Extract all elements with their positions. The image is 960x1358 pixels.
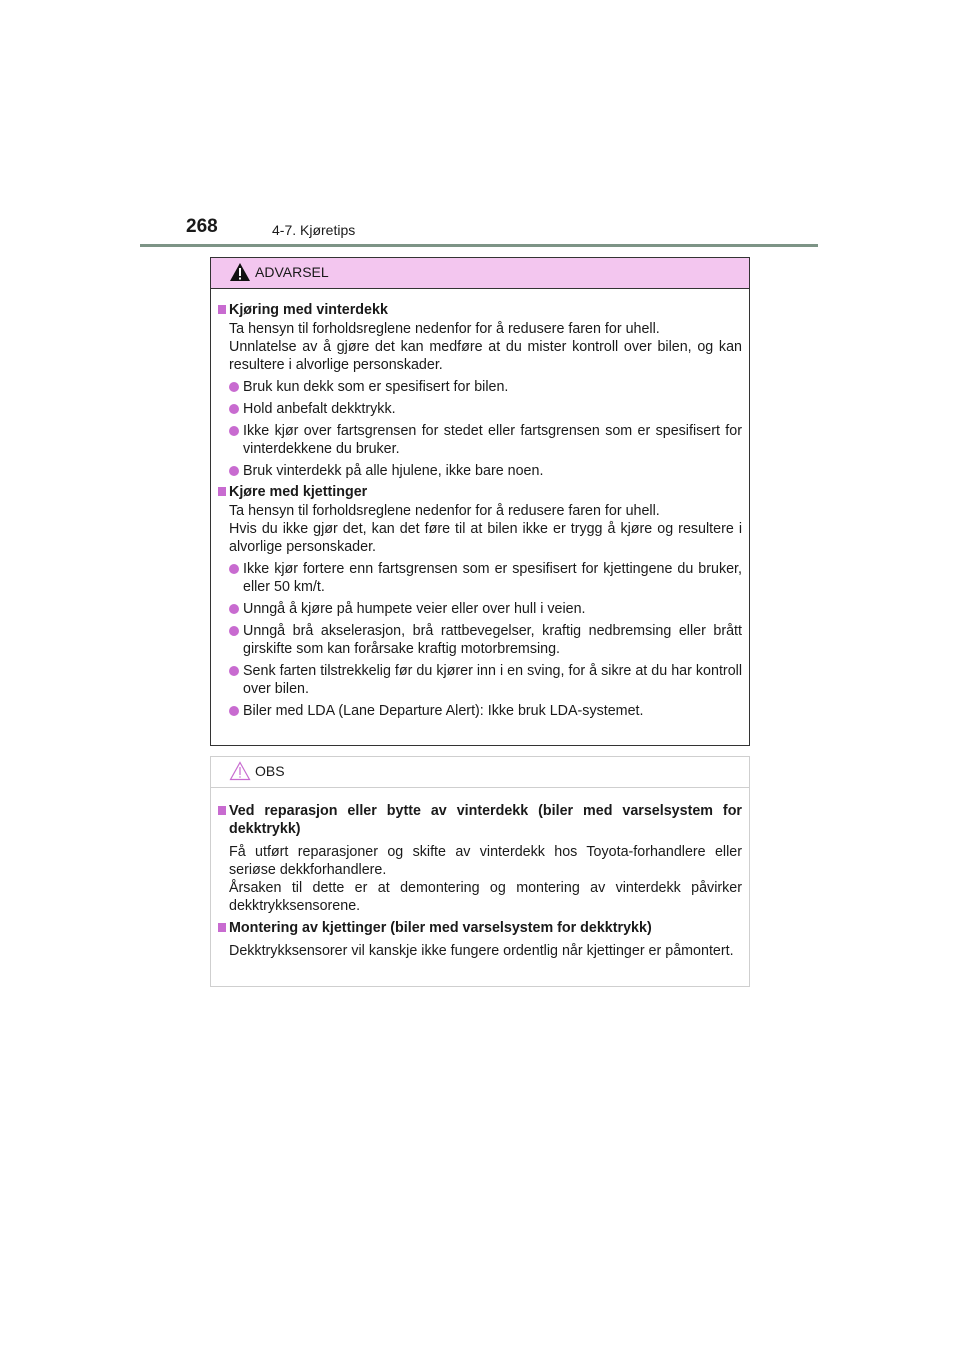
list-item: Bruk kun dekk som er spesifisert for bilen.: [218, 378, 742, 396]
repair-heading: Ved reparasjon eller bytte av vinterdekk (biler med varselsystem for dekktrykk): [218, 802, 742, 838]
square-bullet-icon: [218, 806, 226, 815]
winter-tires-heading: Kjøring med vinterdekk: [218, 301, 742, 319]
list-item: Senk farten tilstrekkelig før du kjører inn i en sving, for å sikre at du har kontroll over bilen.: [218, 662, 742, 698]
circle-bullet-icon: [229, 666, 239, 676]
winter-tires-intro: Ta hensyn til forholdsreglene nedenfor for å redusere faren for uhell. Unnlatelse av å gjøre det kan medføre at du mister kontroll over bilen, og kan resultere i alvorlige personskader.: [229, 321, 742, 373]
mounting-text: Dekktrykksensorer vil kanskje ikke fungere ordentlig når kjettinger er påmontert.: [229, 943, 734, 959]
circle-bullet-icon: [229, 626, 239, 636]
list-item: Unngå brå akselerasjon, brå rattbevegelser, kraftig nedbremsing eller brått girskifte som kan forårsake kraftig motorbremsing.: [218, 622, 742, 658]
page-number: 268: [186, 216, 218, 237]
notice-box: [210, 756, 750, 987]
list-item: Bruk vinterdekk på alle hjulene, ikke bare noen.: [218, 462, 742, 480]
mounting-heading: Montering av kjettinger (biler med varselsystem for dekktrykk): [218, 919, 742, 937]
circle-bullet-icon: [229, 706, 239, 716]
circle-bullet-icon: [229, 426, 239, 436]
list-item: Unngå å kjøre på humpete veier eller over hull i veien.: [218, 600, 742, 618]
square-bullet-icon: [218, 487, 226, 496]
circle-bullet-icon: [229, 604, 239, 614]
warning-content: [211, 289, 749, 720]
notice-header: [211, 757, 749, 788]
section-title: 4-7. Kjøretips: [272, 222, 356, 238]
warning-header: [211, 258, 749, 289]
square-bullet-icon: [218, 923, 226, 932]
chains-intro: Ta hensyn til forholdsreglene nedenfor for å redusere faren for uhell. Hvis du ikke gjør det, kan det føre til at bilen ikke er trygg å kjøre og resultere i alvorlige personskader.: [229, 503, 742, 555]
warning-triangle-icon: [229, 262, 251, 282]
list-item: Ikke kjør over fartsgrensen for stedet eller fartsgrensen som er spesifisert for vinterdekkene du bruker.: [218, 422, 742, 458]
list-item: Hold anbefalt dekktrykk.: [218, 400, 742, 418]
chains-heading: Kjøre med kjettinger: [218, 483, 742, 501]
caution-triangle-outline-icon: [229, 761, 251, 781]
warning-box: [210, 257, 750, 746]
circle-bullet-icon: [229, 466, 239, 476]
circle-bullet-icon: [229, 564, 239, 574]
notice-label: OBS: [255, 763, 285, 779]
warning-label: ADVARSEL: [255, 264, 329, 280]
header-divider: [140, 244, 818, 247]
page-header: [140, 216, 820, 246]
square-bullet-icon: [218, 305, 226, 314]
notice-content: [211, 788, 749, 960]
circle-bullet-icon: [229, 382, 239, 392]
repair-text: Få utført reparasjoner og skifte av vinterdekk hos Toyota-forhandlere eller seriøse dekkforhandlere. Årsaken til dette er at demontering og montering av vinterdekk påvirker dekktrykksensorene.: [229, 844, 742, 914]
list-item: Biler med LDA (Lane Departure Alert): Ikke bruk LDA-systemet.: [218, 702, 742, 720]
circle-bullet-icon: [229, 404, 239, 414]
list-item: Ikke kjør fortere enn fartsgrensen som er spesifisert for kjettingene du bruker, eller 50 km/t.: [218, 560, 742, 596]
